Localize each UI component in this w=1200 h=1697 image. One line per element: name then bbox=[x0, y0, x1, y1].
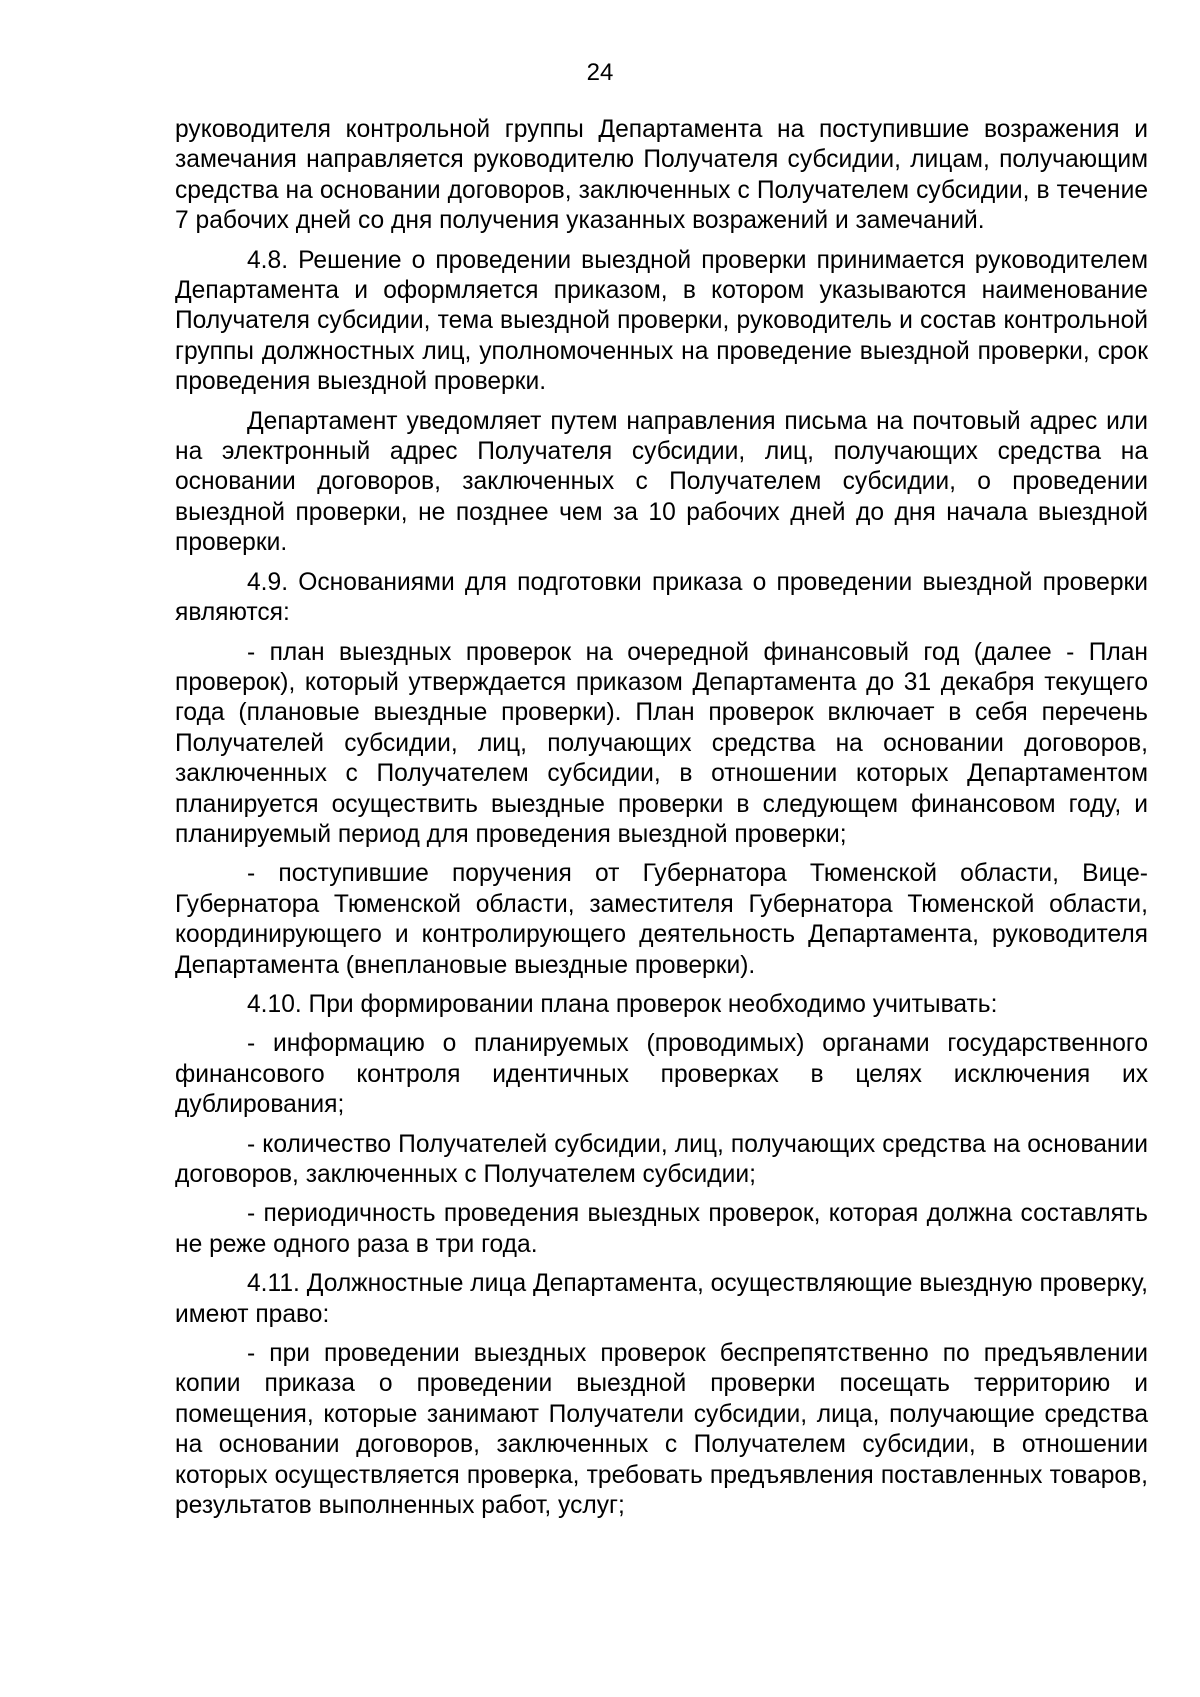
list-item-periodicity: - периодичность проведения выездных проверок, которая должна составлять не реже одного раза в три года. bbox=[175, 1200, 1148, 1258]
paragraph-4-9: 4.9. Основаниями для подготовки приказа о проведении выездной проверки являются: bbox=[175, 568, 1148, 627]
list-item-inspection-plan: - план выездных проверок на очередной финансовый год (далее - План проверок), который утверждается приказом Департамента до 31 декабря текущего года (плановые выездные проверки). План проверок включает в себя перечень Получателей субсидии, лиц, получающих средства на основании договоров, заключенных с Получателем субсидии, в отношении которых Департаментом планируется осуществить выездные проверки в следующем финансовом году, и планируемый период для проведения выездной проверки; bbox=[175, 638, 1148, 848]
page-number: 24 bbox=[586, 59, 614, 86]
paragraph-continuation: руководителя контрольной группы Департамента на поступившие возражения и замечания направляется руководителю Получателя субсидии, лицам, получающим средства на основании договоров, заключенных с Получателем субсидии, в течение 7 рабочих дней со дня получения указанных возражений и замечаний. bbox=[175, 116, 1148, 235]
list-item-governor-orders: - поступившие поручения от Губернатора Тюменской области, Вице-Губернатора Тюменской области, заместителя Губернатора Тюменской области, координирующего и контролирующего деятельность Департамента, руководителя Департамента (внеплановые выездные проверки). bbox=[175, 860, 1148, 979]
list-item-planned-checks-info: - информацию о планируемых (проводимых) органами государственного финансового контроля идентичных проверках в целях исключения их дублирования; bbox=[175, 1030, 1148, 1119]
paragraph-notification: Департамент уведомляет путем направления письма на почтовый адрес или на электронный адрес Получателя субсидии, лиц, получающих средства на основании договоров, заключенных с Получателем субсидии, о проведении выездной проверки, не позднее чем за 10 рабочих дней до дня начала выездной проверки. bbox=[175, 407, 1148, 557]
list-item-recipients-count: - количество Получателей субсидии, лиц, получающих средства на основании договоров, заключенных с Получателем субсидии; bbox=[175, 1130, 1148, 1188]
paragraph-4-11: 4.11. Должностные лица Департамента, осуществляющие выездную проверку, имеют право: bbox=[175, 1270, 1148, 1328]
paragraph-4-8: 4.8. Решение о проведении выездной проверки принимается руководителем Департамента и оформляется приказом, в котором указываются наименование Получателя субсидии, тема выездной проверки, руководитель и состав контрольной группы должностных лиц, уполномоченных на проведение выездной проверки, срок проведения выездной проверки. bbox=[175, 246, 1148, 396]
list-item-access-rights: - при проведении выездных проверок беспрепятственно по предъявлении копии приказа о проведении выездной проверки посещать территорию и помещения, которые занимают Получатели субсидии, лица, получающие средства на основании договоров, заключенных с Получателем субсидии, в отношении которых осуществляется проверка, требовать предъявления поставленных товаров, результатов выполненных работ, услуг; bbox=[175, 1340, 1148, 1520]
paragraph-4-10: 4.10. При формировании плана проверок необходимо учитывать: bbox=[247, 990, 998, 1018]
document-body bbox=[175, 115, 1148, 1530]
